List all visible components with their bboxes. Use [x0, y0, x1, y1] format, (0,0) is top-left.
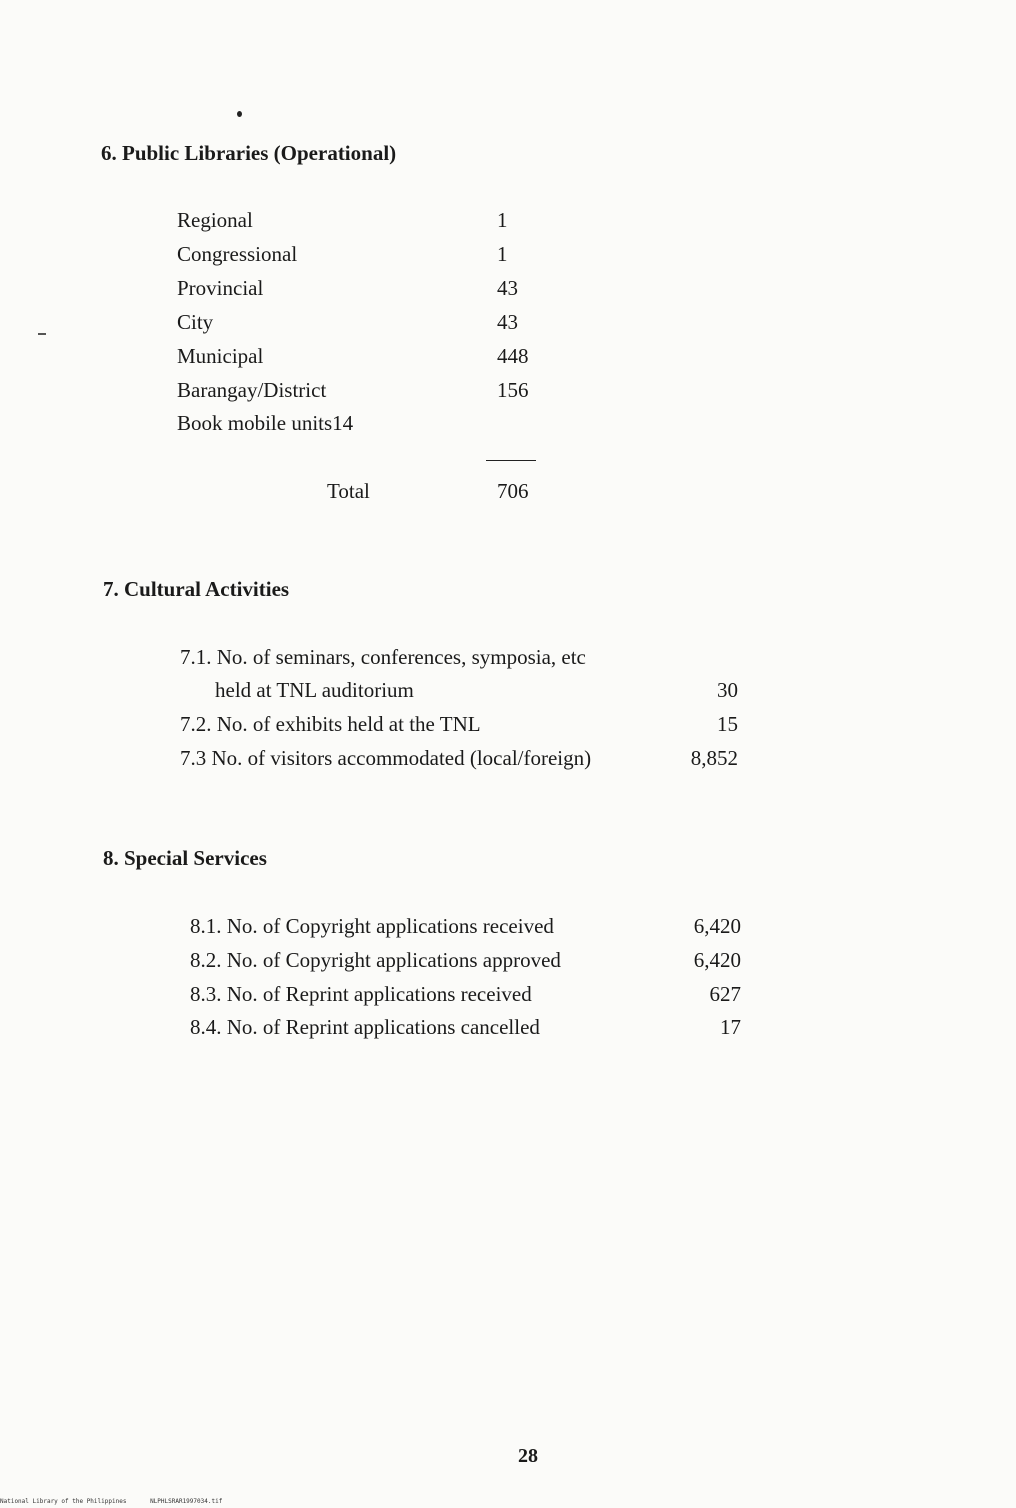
item-8-1-value: 6,420: [693, 914, 741, 938]
row-label-book-mobile: Book mobile units14: [177, 411, 354, 435]
total-rule: [486, 460, 536, 461]
footer-filename: NLPHLSRAR1997034.tif: [150, 1498, 223, 1505]
item-8-4-value: 17: [720, 1015, 741, 1039]
row-value-congressional: 1: [497, 242, 508, 266]
item-7-1-line2: held at TNL auditorium: [215, 678, 414, 702]
item-8-3-value: 627: [709, 982, 741, 1006]
item-8-2-value: 6,420: [693, 948, 741, 972]
item-7-2-label: 7.2. No. of exhibits held at the TNL: [180, 712, 481, 736]
section-7-heading: 7. Cultural Activities: [103, 577, 290, 601]
item-8-1-label: 8.1. No. of Copyright applications received: [190, 914, 554, 938]
row-value-barangay: 156: [497, 378, 529, 402]
row-label-congressional: Congressional: [177, 242, 298, 266]
row-value-city: 43: [497, 310, 518, 334]
scan-footer: [0, 1498, 242, 1505]
item-7-2-value: 15: [717, 712, 738, 736]
page-number: 28: [518, 1445, 538, 1467]
row-value-regional: 1: [497, 208, 508, 232]
row-value-municipal: 448: [497, 344, 529, 368]
footer-source: National Library of the Philippines: [0, 1498, 127, 1505]
row-value-provincial: 43: [497, 276, 518, 300]
item-8-2-label: 8.2. No. of Copyright applications approved: [190, 948, 561, 972]
total-label: Total: [327, 479, 370, 503]
item-8-3-label: 8.3. No. of Reprint applications received: [190, 982, 532, 1006]
row-label-municipal: Municipal: [177, 344, 264, 368]
item-7-1-value: 30: [717, 678, 738, 702]
item-7-3-value: 8,852: [690, 746, 738, 770]
margin-mark: [38, 333, 46, 335]
item-8-4-label: 8.4. No. of Reprint applications cancelled: [190, 1015, 540, 1039]
row-label-city: City: [177, 310, 214, 334]
row-label-regional: Regional: [177, 208, 253, 232]
speck-mark: [237, 111, 242, 117]
row-label-provincial: Provincial: [177, 276, 264, 300]
section-6-heading: 6. Public Libraries (Operational): [101, 141, 397, 165]
item-7-1-line1: 7.1. No. of seminars, conferences, symposia, etc: [180, 645, 586, 669]
section-8-heading: 8. Special Services: [103, 846, 267, 870]
item-7-3-label: 7.3 No. of visitors accommodated (local/foreign): [180, 746, 592, 770]
row-label-barangay: Barangay/District: [177, 378, 327, 402]
total-value: 706: [497, 479, 529, 503]
